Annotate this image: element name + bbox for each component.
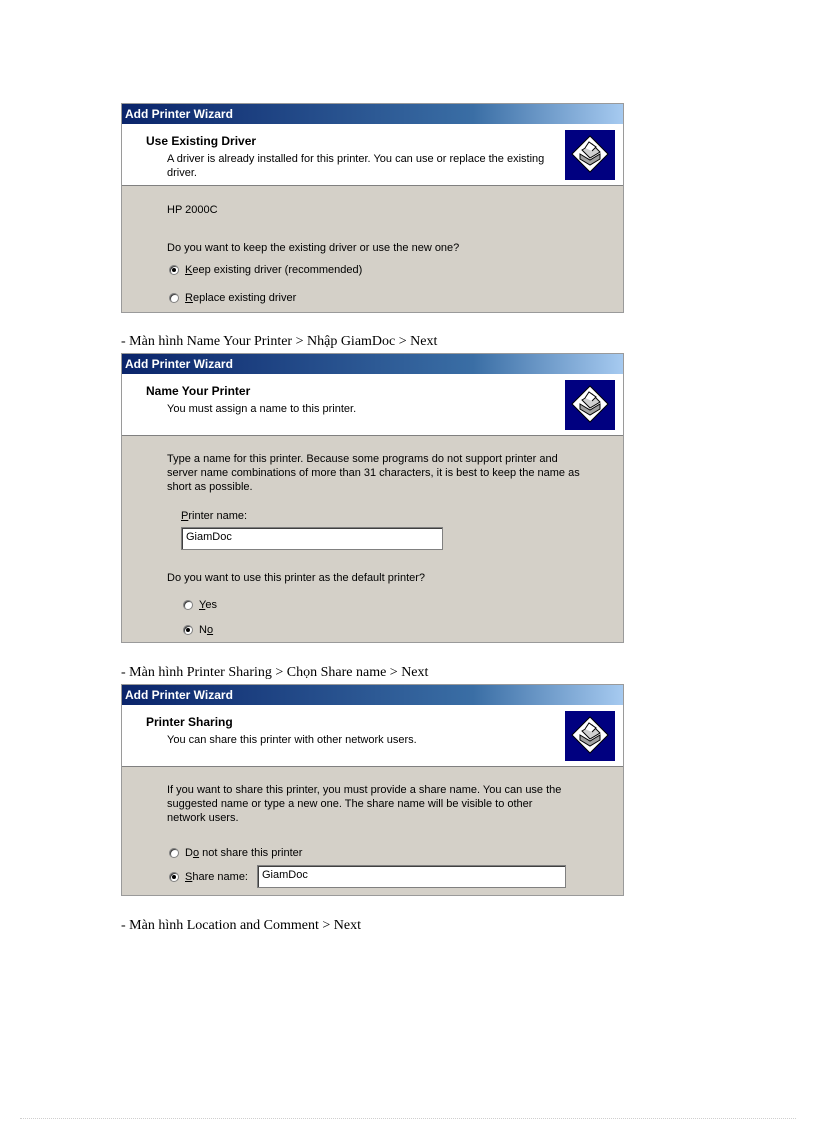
step-title: Name Your Printer	[146, 384, 251, 398]
printer-icon	[565, 380, 615, 430]
default-yes-radio[interactable]	[183, 599, 217, 611]
caption-name-printer: - Màn hình Name Your Printer > Nhập GiamDoc > Next	[121, 334, 438, 349]
window-title: Add Printer Wizard	[122, 685, 623, 705]
radio-indicator	[169, 293, 179, 303]
caption-printer-sharing: - Màn hình Printer Sharing > Chọn Share name > Next	[121, 665, 429, 680]
printer-name-label: Printer name:	[181, 510, 248, 522]
share-name-label: Share name:	[185, 871, 248, 883]
step-subtitle: A driver is already installed for this printer. You can use or replace the existing driver.	[167, 153, 545, 179]
default-yes-label: Yes	[199, 599, 217, 611]
caption-location-comment: - Màn hình Location and Comment > Next	[121, 918, 362, 933]
naming-description: Type a name for this printer. Because some programs do not support printer and server name combinations of more than 31 characters, it is best to keep the name as short as possible.	[167, 453, 580, 493]
printer-icon	[565, 130, 615, 180]
radio-selected-indicator	[169, 872, 179, 882]
default-no-label: No	[199, 624, 214, 636]
step-subtitle: You can share this printer with other network users.	[167, 734, 417, 746]
step-title: Use Existing Driver	[146, 134, 257, 148]
wizard-name-your-printer	[121, 353, 624, 643]
radio-indicator	[169, 848, 179, 858]
radio-selected-indicator	[183, 625, 193, 635]
replace-driver-radio[interactable]	[169, 292, 296, 304]
replace-driver-label: Replace existing driver	[185, 292, 297, 304]
wizard-header	[122, 705, 623, 767]
share-name-radio[interactable]	[169, 871, 248, 883]
step-subtitle: You must assign a name to this printer.	[167, 403, 357, 415]
radio-indicator	[183, 600, 193, 610]
printer-name-input[interactable]: GiamDoc	[181, 527, 443, 550]
printer-model: HP 2000C	[167, 204, 218, 216]
step-title: Printer Sharing	[146, 715, 233, 729]
share-name-input[interactable]: GiamDoc	[257, 865, 566, 888]
printer-icon	[565, 711, 615, 761]
radio-selected-indicator	[169, 265, 179, 275]
wizard-use-existing-driver	[121, 103, 624, 313]
page-footer-divider	[20, 1118, 796, 1119]
do-not-share-label: Do not share this printer	[185, 847, 303, 859]
default-no-radio[interactable]	[183, 624, 213, 636]
wizard-header	[122, 124, 623, 186]
do-not-share-radio[interactable]	[169, 847, 302, 859]
wizard-header	[122, 374, 623, 436]
driver-question: Do you want to keep the existing driver or use the new one?	[167, 242, 460, 254]
window-title: Add Printer Wizard	[122, 354, 623, 374]
keep-driver-radio[interactable]	[169, 264, 362, 276]
window-title: Add Printer Wizard	[122, 104, 623, 124]
wizard-printer-sharing	[121, 684, 624, 896]
keep-driver-label: Keep existing driver (recommended)	[185, 264, 363, 276]
sharing-description: If you want to share this printer, you must provide a share name. You can use the suggested name or type a new one. The share name will be visible to other network users.	[167, 784, 562, 824]
default-printer-question: Do you want to use this printer as the default printer?	[167, 572, 426, 584]
